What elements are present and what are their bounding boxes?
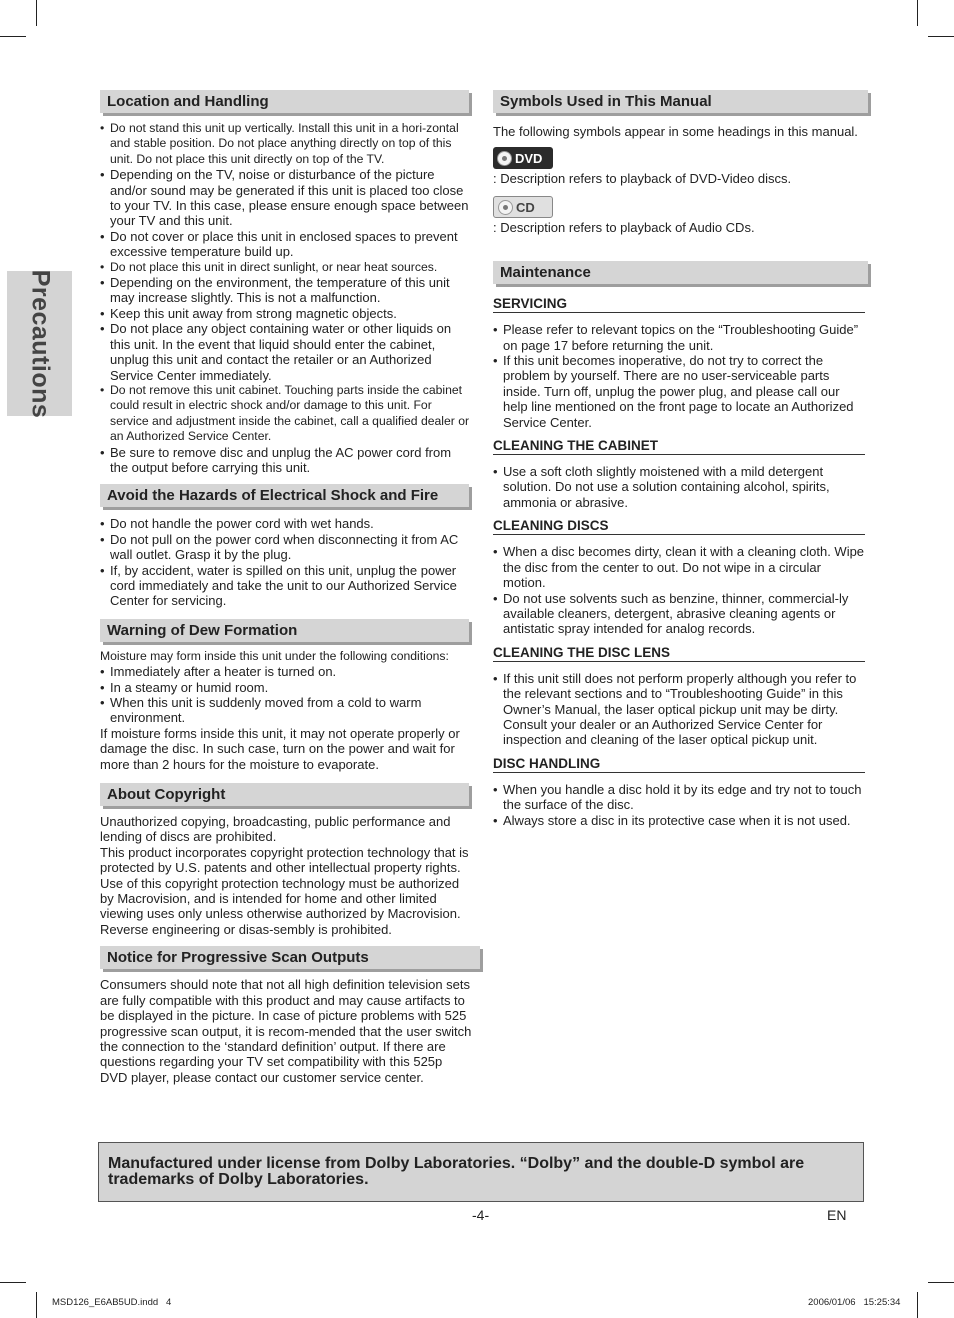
cd-badge-label: CD bbox=[516, 199, 535, 215]
hazards-list bbox=[100, 516, 472, 608]
left-column bbox=[100, 90, 472, 1085]
dvd-description: : Description refers to playback of DVD-Video discs. bbox=[493, 170, 792, 186]
footer-file-name: MSD126_E6AB5UD.indd 4 bbox=[52, 1297, 172, 1308]
list-item: • If this unit still does not perform properly although you refer to the relevant sections and to “Troubleshooting Guide” in this Owner’s Manual, the laser optical pickup unit may be dirty. Consult your dealer or an Authorized Service Center for inspection and cleaning of the laser optical pickup unit. bbox=[493, 671, 865, 748]
subheading-cleaning-cabinet: CLEANING THE CABINET bbox=[493, 438, 865, 455]
symbols-intro: The following symbols appear in some headings in this manual. bbox=[493, 124, 858, 139]
list-item: • When this unit is suddenly moved from a cold to warm environment. bbox=[100, 695, 472, 726]
list-item: • When a disc becomes dirty, clean it with a cleaning cloth. Wipe the disc from the center to out. Do not wipe in a circular motion. bbox=[493, 544, 865, 590]
footer-timestamp: 2006/01/06 15:25:34 bbox=[808, 1297, 901, 1308]
heading-location-handling: Location and Handling bbox=[100, 90, 469, 113]
list-item: • In a steamy or humid room. bbox=[100, 680, 472, 695]
language-code: EN bbox=[827, 1207, 847, 1223]
crop-mark bbox=[917, 1292, 918, 1318]
heading-dew-formation: Warning of Dew Formation bbox=[100, 619, 469, 642]
list-item: • If, by accident, water is spilled on this unit, unplug the power cord immediately and take the unit to our Authorized Service Center for servicing. bbox=[100, 563, 472, 609]
list-item: • If this unit becomes inoperative, do not try to correct the problem by yourself. There are no user-serviceable parts inside. Turn off, unplug the power plug, and please call our help line mentioned on the front page to locate an Authorized Service Center. bbox=[493, 353, 865, 430]
list-item: • Depending on the TV, noise or disturbance of the picture and/or sound may be generated if this unit is placed too close to your TV. In this case, please ensure enough space between your TV and this unit. bbox=[100, 167, 472, 229]
crop-mark bbox=[36, 0, 37, 26]
list-item: • Immediately after a heater is turned on. bbox=[100, 664, 472, 679]
discs-list bbox=[493, 544, 865, 636]
list-item: • Depending on the environment, the temperature of this unit may increase slightly. This is not a malfunction. bbox=[100, 275, 472, 306]
dvd-badge-label: DVD bbox=[515, 150, 543, 166]
list-item: • When you handle a disc hold it by its edge and try not to touch the surface of the disc. bbox=[493, 782, 865, 813]
page-number: -4- bbox=[472, 1207, 490, 1223]
dew-outro: If moisture forms inside this unit, it may not operate properly or damage the disc. In such case, turn on the power and wait for more than 2 hours for the moisture to evaporate. bbox=[100, 725, 460, 772]
crop-mark bbox=[0, 1282, 26, 1283]
heading-hazards: Avoid the Hazards of Electrical Shock and Fire bbox=[100, 484, 469, 507]
list-item: • Do not use solvents such as benzine, thinner, commercial-ly available cleaners, detergent, abrasive cleaning agents or antistatic spray intended for analog records. bbox=[493, 591, 865, 637]
handling-list bbox=[493, 782, 865, 828]
list-item: • Do not handle the power cord with wet hands. bbox=[100, 516, 472, 531]
list-item: • Keep this unit away from strong magnetic objects. bbox=[100, 306, 472, 321]
crop-mark bbox=[928, 1282, 954, 1283]
copyright-p2: This product incorporates copyright protection technology that is protected by U.S. patents and other intellectual property rights. Use of this copyright protection technology must be authorized by Macrovision, and is intended for home and other limited viewing uses only unless otherwise authorized by Macrovision. Reverse engineering or disas-sembly is prohibited. bbox=[100, 844, 469, 937]
subheading-cleaning-lens: CLEANING THE DISC LENS bbox=[493, 645, 865, 662]
progressive-text: Consumers should note that not all high definition television sets are fully compatible with this product and may cause artifacts to be displayed in the picture. In case of picture problems with 525 progressive scan output, it is recom-mended that the user switch the connection to the ‘standard definition’ output. If there are questions regarding your TV set compatibility with this 525p DVD player, please contact our customer service center. bbox=[100, 977, 472, 1085]
dolby-notice-text: Manufactured under license from Dolby Laboratories. “Dolby” and the double-D symbol are trademarks of Dolby Laboratories. bbox=[108, 1155, 805, 1188]
right-column bbox=[493, 90, 865, 828]
crop-mark bbox=[36, 1292, 37, 1318]
list-item: • Be sure to remove disc and unplug the AC power cord from the output before carrying this unit. bbox=[100, 445, 472, 476]
list-item: • Do not place any object containing water or other liquids on this unit. In the event that liquid should enter the cabinet, unplug this unit and contact the retailer or an Authorized Service Center immediately. bbox=[100, 321, 472, 383]
list-item: • Do not cover or place this unit in enclosed spaces to prevent excessive temperature build up. bbox=[100, 229, 472, 260]
dew-intro: Moisture may form inside this unit under the following conditions: bbox=[100, 648, 449, 663]
disc-icon bbox=[497, 151, 512, 166]
crop-mark bbox=[917, 0, 918, 26]
lens-list bbox=[493, 671, 865, 748]
dew-list bbox=[100, 664, 472, 726]
heading-copyright: About Copyright bbox=[100, 783, 469, 806]
crop-mark bbox=[0, 36, 26, 37]
dolby-license-notice bbox=[98, 1142, 864, 1202]
list-item: • Do not stand this unit up vertically. Install this unit in a hori-zontal and stable position. Do not place anything directly on top of this unit. Do not place this unit directly on top of the TV. bbox=[100, 121, 472, 167]
list-item: • Do not pull on the power cord when disconnecting it from AC wall outlet. Grasp it by the plug. bbox=[100, 532, 472, 563]
cd-description: : Description refers to playback of Audio CDs. bbox=[493, 219, 755, 235]
location-list bbox=[100, 121, 472, 475]
list-item: • Use a soft cloth slightly moistened with a mild detergent solution. Do not use a solution containing alcohol, spirits, ammonia or abrasive. bbox=[493, 464, 865, 510]
subheading-cleaning-discs: CLEANING DISCS bbox=[493, 518, 865, 535]
list-item: • Please refer to relevant topics on the “Troubleshooting Guide” on page 17 before returning the unit. bbox=[493, 322, 865, 353]
cd-symbol-badge bbox=[493, 196, 553, 218]
disc-icon bbox=[498, 200, 513, 215]
subheading-disc-handling: DISC HANDLING bbox=[493, 756, 865, 773]
section-side-tab bbox=[7, 271, 72, 416]
list-item: • Always store a disc in its protective case when it is not used. bbox=[493, 813, 865, 828]
list-item: • Do not remove this unit cabinet. Touching parts inside the cabinet could result in electric shock and/or damage to this unit. For service and adjustment inside the cabinet, call a qualified dealer or an Authorized Service Center. bbox=[100, 383, 472, 445]
crop-mark bbox=[928, 36, 954, 37]
side-tab-label: Precautions bbox=[26, 269, 54, 418]
heading-symbols: Symbols Used in This Manual bbox=[493, 90, 868, 113]
copyright-p1: Unauthorized copying, broadcasting, public performance and lending of discs are prohibited. bbox=[100, 814, 451, 845]
list-item: • Do not place this unit in direct sunlight, or near heat sources. bbox=[100, 260, 472, 275]
cabinet-list bbox=[493, 464, 865, 510]
subheading-servicing: SERVICING bbox=[493, 296, 865, 313]
heading-maintenance: Maintenance bbox=[493, 261, 868, 284]
servicing-list bbox=[493, 322, 865, 430]
heading-progressive-scan: Notice for Progressive Scan Outputs bbox=[100, 946, 480, 969]
dvd-symbol-badge bbox=[493, 147, 553, 169]
